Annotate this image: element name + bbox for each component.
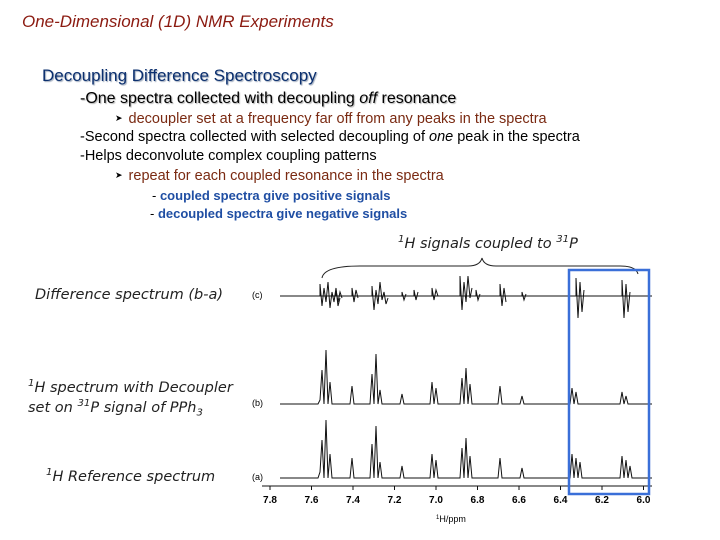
bullet-one-spectra: -One spectra collected with decoupling off resonance: [80, 90, 457, 107]
difference-spectrum-label: Difference spectrum (b-a): [35, 287, 224, 303]
note-coupled-positive: - coupled spectra give positive signals: [152, 188, 391, 203]
arrowhead-bullet-icon: ➤: [115, 113, 123, 123]
bullet-deconvolute: -Helps deconvolute complex coupling patterns: [80, 148, 377, 164]
bullet-second-spectra: -Second spectra collected with selected decoupling of one peak in the spectra: [80, 129, 580, 145]
arrowhead-bullet-icon: ➤: [115, 170, 123, 180]
ppm-axis-label: $^1$H/ppm: [436, 514, 466, 524]
ppm-tick-label: 7.6: [304, 495, 319, 506]
ppm-tick-label: 7.4: [346, 495, 360, 506]
coupled-signals-label: $^1$H signals coupled to $^{31}$P: [398, 234, 578, 252]
note-decoupled-negative: - decoupled spectra give negative signals: [150, 206, 408, 221]
difference-spectrum-trace: [280, 276, 652, 318]
slide-subtitle: Decoupling Difference Spectroscopy: [42, 66, 317, 85]
trace-label-a: (a): [252, 472, 263, 482]
ppm-axis-ticks: [263, 486, 651, 506]
ppm-tick-label: 6.6: [512, 495, 526, 506]
nmr-spectra-figure: [240, 252, 660, 530]
ppm-tick-label: 6.0: [636, 495, 651, 506]
ppm-tick-label: 6.2: [595, 495, 609, 506]
trace-label-c: (c): [252, 290, 263, 300]
decoupled-spectrum-trace: [280, 350, 652, 404]
ppm-tick-label: 6.8: [470, 495, 485, 506]
decoupler-label-line2: set on $^{31}$P signal of PPh$_3$: [28, 398, 203, 419]
ppm-tick-label: 7.0: [429, 495, 443, 506]
sub-bullet-decoupler: ➤ decoupler set at a frequency far off from any peaks in the spectra: [115, 111, 547, 127]
reference-spectrum-trace: [280, 420, 652, 478]
coupled-signals-brace: [322, 258, 638, 278]
decoupler-label-line1: $^1$H spectrum with Decoupler: [28, 378, 233, 396]
sub-bullet-repeat: ➤ repeat for each coupled resonance in the spectra: [115, 168, 444, 184]
ppm-tick-label: 6.4: [553, 495, 568, 506]
ppm-tick-label: 7.8: [263, 495, 277, 506]
reference-spectrum-label: $^1$H Reference spectrum: [46, 467, 216, 485]
ppm-tick-label: 7.2: [387, 495, 402, 506]
slide-title: One-Dimensional (1D) NMR Experiments: [22, 12, 334, 31]
trace-label-b: (b): [252, 398, 263, 408]
